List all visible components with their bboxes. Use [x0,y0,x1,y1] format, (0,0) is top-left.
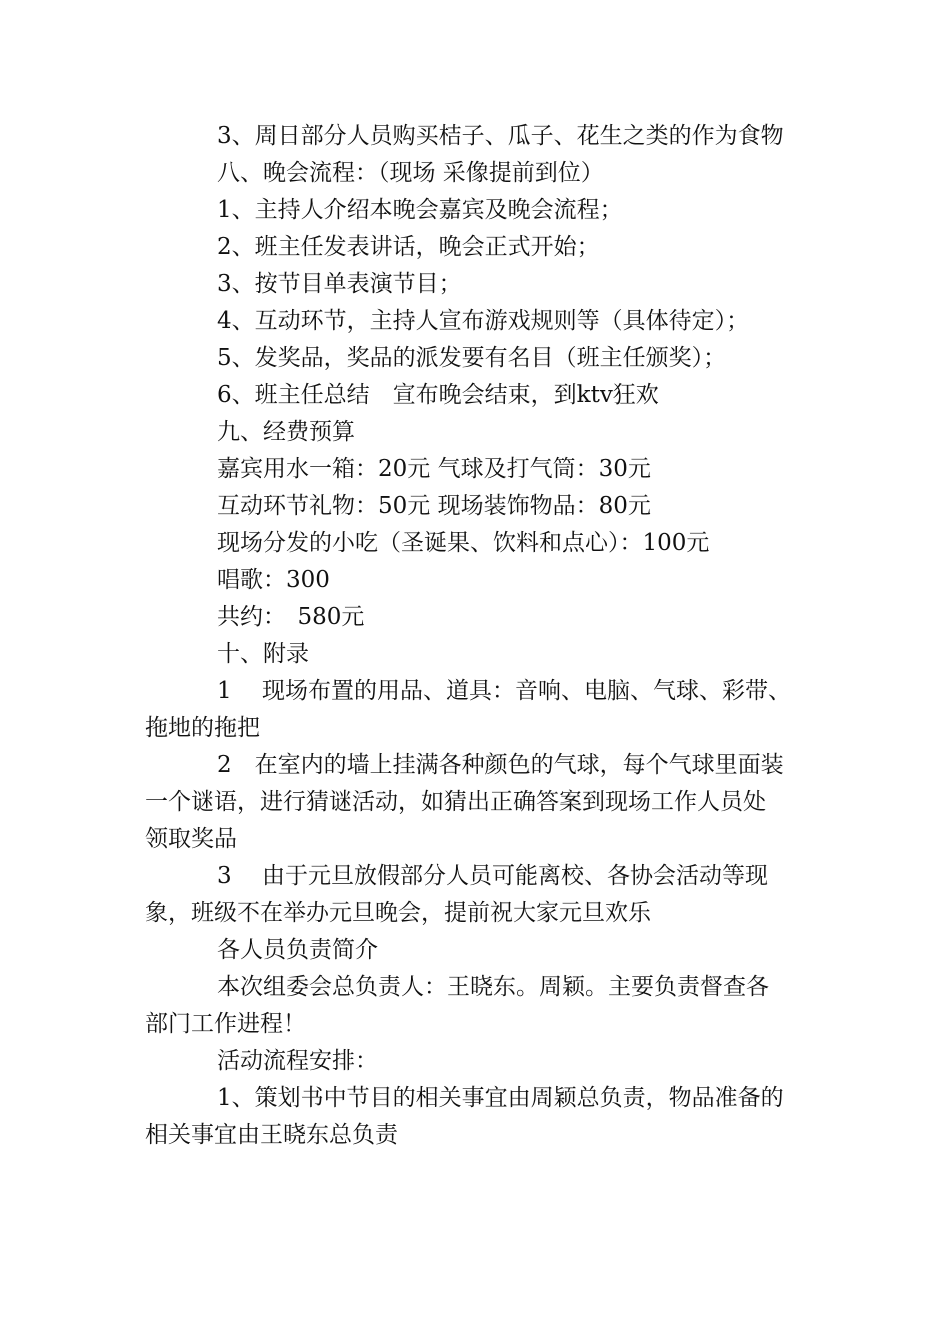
text-line: 2 在室内的墙上挂满各种颜色的气球，每个气球里面装 [217,752,784,778]
text-line: 唱歌：300 [217,567,330,593]
text-line: 5、发奖品，奖品的派发要有名目（班主任颁奖）； [217,345,727,371]
text-line: 相关事宜由王晓东总负责 [145,1122,398,1148]
text-line: 3、周日部分人员购买桔子、瓜子、花生之类的作为食物 [217,123,784,149]
text-line: 拖地的拖把 [145,715,260,741]
text-line: 本次组委会总负责人：王晓东。周颖。主要负责督查各 [217,974,769,1000]
text-line: 八、晚会流程：（现场 采像提前到位） [217,160,604,186]
text-line: 共约： 580元 [217,604,365,630]
text-line: 领取奖品 [145,826,237,852]
text-line: 现场分发的小吃（圣诞果、饮料和点心）：100元 [217,530,710,556]
text-line: 互动环节礼物：50元 现场装饰物品：80元 [217,493,651,519]
text-line: 十、附录 [217,641,309,667]
text-line: 1、策划书中节目的相关事宜由周颖总负责，物品准备的 [217,1085,784,1111]
text-line: 6、班主任总结 宣布晚会结束，到ktv狂欢 [217,382,659,408]
text-line: 2、班主任发表讲话，晚会正式开始； [217,234,600,260]
text-line: 3 由于元旦放假部分人员可能离校、各协会活动等现 [217,863,768,889]
text-line: 3、按节目单表演节目； [217,271,462,297]
text-line: 嘉宾用水一箱：20元 气球及打气筒：30元 [217,456,651,482]
text-line: 各人员负责简介 [217,937,378,963]
text-line: 4、互动环节，主持人宣布游戏规则等（具体待定）； [217,308,750,334]
text-line: 1、主持人介绍本晚会嘉宾及晚会流程； [217,197,623,223]
document-body [145,118,807,1154]
text-line: 一个谜语，进行猜谜活动，如猜出正确答案到现场工作人员处 [145,789,766,815]
text-line: 1 现场布置的用品、道具：音响、电脑、气球、彩带、 [217,678,791,704]
text-line: 活动流程安排： [217,1048,378,1074]
text-line: 象，班级不在举办元旦晚会，提前祝大家元旦欢乐 [145,900,651,926]
text-line: 九、经费预算 [217,419,355,445]
text-line: 部门工作进程！ [145,1011,306,1037]
